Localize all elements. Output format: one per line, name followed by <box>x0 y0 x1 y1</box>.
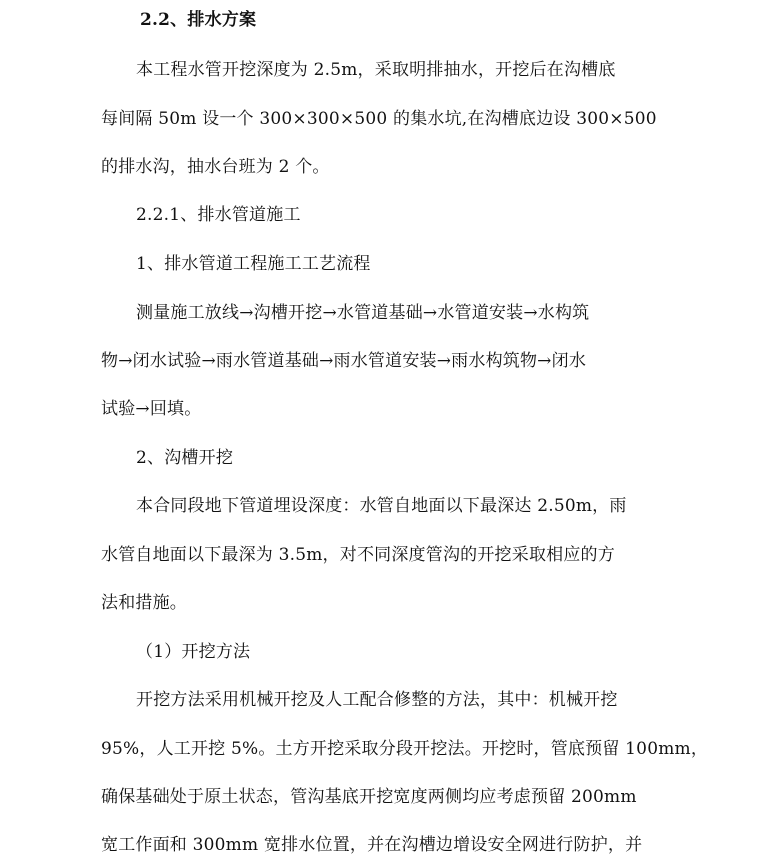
item-heading: 1、排水管道工程施工工艺流程 <box>136 254 371 274</box>
paragraph-line: 的排水沟，抽水台班为 2 个。 <box>101 157 330 177</box>
paragraph-line: 每间隔 50m 设一个 300×300×500 的集水坑,在沟槽底边设 300×500 <box>101 109 657 129</box>
paragraph-line: 物→闭水试验→雨水管道基础→雨水管道安装→雨水构筑物→闭水 <box>101 351 587 371</box>
paragraph-line: 宽工作面和 300mm 宽排水位置，并在沟槽边增设安全网进行防护，并 <box>101 835 643 855</box>
paragraph-line: 开挖方法采用机械开挖及人工配合修整的方法，其中：机械开挖 <box>136 690 618 710</box>
section-heading: 2.2、排水方案 <box>140 10 257 30</box>
subsection-heading: 2.2.1、排水管道施工 <box>136 205 301 225</box>
paragraph-line: 水管自地面以下最深为 3.5m，对不同深度管沟的开挖采取相应的方 <box>101 545 615 565</box>
paragraph-line: 测量施工放线→沟槽开挖→水管道基础→水管道安装→水构筑 <box>136 303 590 323</box>
paragraph-line: 本合同段地下管道埋设深度：水管自地面以下最深达 2.50m，雨 <box>136 496 627 516</box>
paragraph-line: 95%，人工开挖 5%。土方开挖采取分段开挖法。开挖时，管底预留 100mm， <box>101 739 709 759</box>
sub-item-heading: （1）开挖方法 <box>136 642 251 662</box>
paragraph-line: 本工程水管开挖深度为 2.5m，采取明排抽水，开挖后在沟槽底 <box>136 60 616 80</box>
paragraph-line: 试验→回填。 <box>101 399 202 419</box>
item-heading: 2、沟槽开挖 <box>136 448 234 468</box>
paragraph-line: 法和措施。 <box>101 593 187 613</box>
paragraph-line: 确保基础处于原土状态，管沟基底开挖宽度两侧均应考虑预留 200mm <box>101 787 637 807</box>
